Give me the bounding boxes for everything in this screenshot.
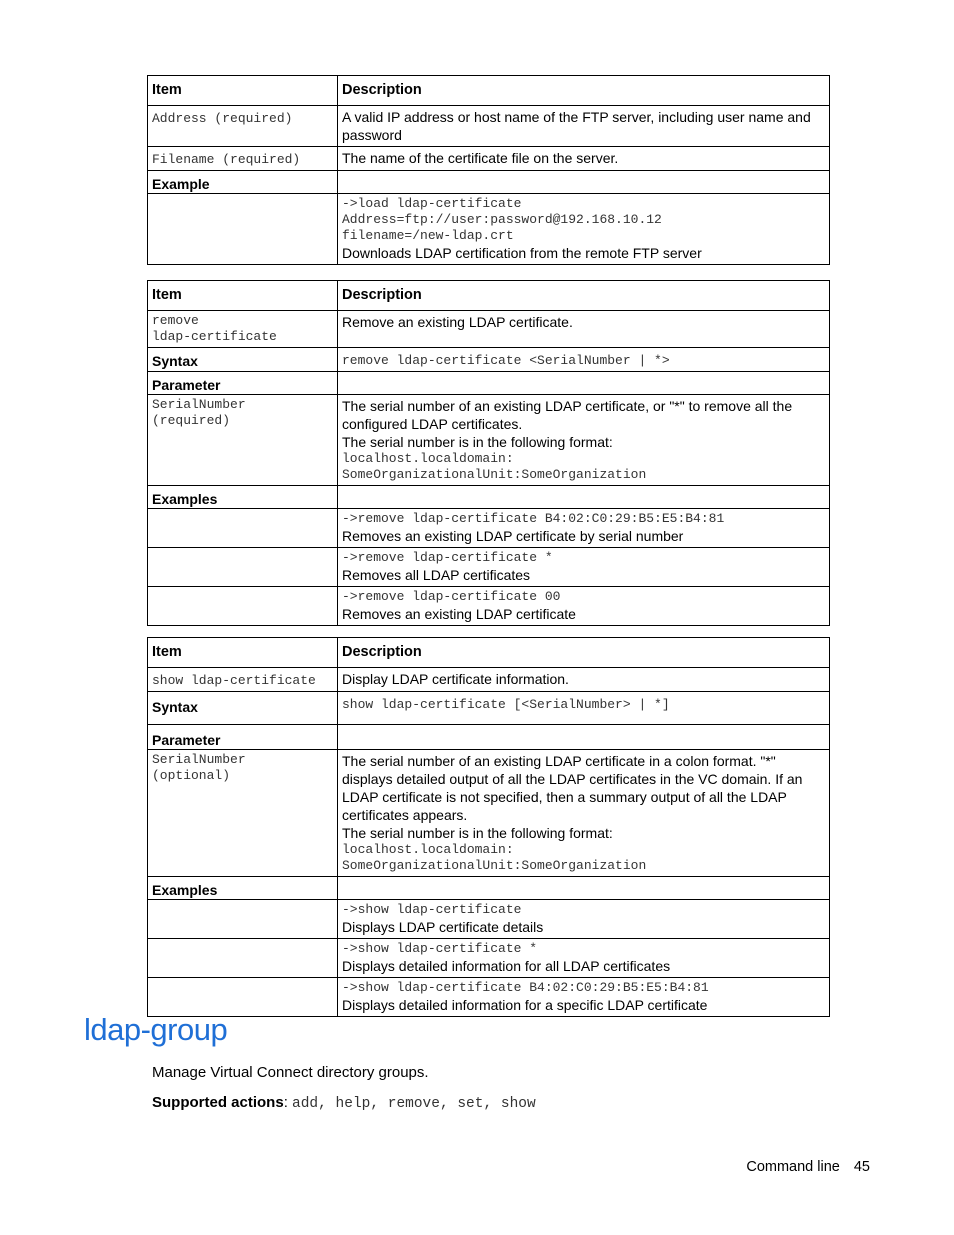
table-row (148, 877, 830, 900)
remove-certificate-table (147, 280, 830, 626)
address-item: Address (required) (152, 111, 293, 126)
example-code: ->show ldap-certificate (342, 902, 522, 917)
table-row (148, 978, 830, 1017)
header-description: Description (338, 281, 830, 311)
command-item: remove (152, 313, 199, 328)
table-row (148, 311, 830, 348)
parameter-label: Parameter (148, 372, 338, 395)
examples-label: Examples (148, 877, 338, 900)
table-row (148, 372, 830, 395)
example-description: Removes all LDAP certificates (342, 567, 531, 583)
example-code-line: Address=ftp://user:password@192.168.10.12 (342, 212, 662, 227)
example-description: Downloads LDAP certification from the remote FTP server (342, 245, 702, 261)
table-row (148, 194, 830, 265)
example-description: Displays LDAP certificate details (342, 919, 544, 935)
command-item: show ldap-certificate (152, 673, 316, 688)
command-item: ldap-certificate (152, 329, 277, 344)
parameter-qualifier: (required) (152, 413, 231, 428)
parameter-description: The serial number of an existing LDAP certificate in a colon format. "*" displays detailed output of all the LDAP certificates in the VC domain. If an LDAP certificate is not specified, then a summary output of all the LDAP certificates appears. (342, 753, 803, 823)
section-title: ldap-group (84, 1012, 228, 1047)
table-header-row (148, 281, 830, 311)
parameter-format-line: SomeOrganizationalUnit:SomeOrganization (342, 467, 647, 482)
table-header-row (148, 638, 830, 668)
supported-actions-list: add, help, remove, set, show (292, 1096, 536, 1112)
table-row (148, 548, 830, 587)
table-header-row (148, 76, 830, 106)
filename-item: Filename (required) (152, 152, 301, 167)
supported-actions-separator: : (283, 1094, 293, 1111)
filename-description: The name of the certificate file on the server. (338, 147, 830, 171)
command-description: Display LDAP certificate information. (338, 668, 830, 692)
parameter-description: The serial number of an existing LDAP certificate, or "*" to remove all the configured LDAP certificates. (342, 398, 793, 432)
header-item: Item (148, 281, 338, 311)
table-row (148, 486, 830, 509)
example-description: Removes an existing LDAP certificate (342, 606, 576, 622)
table-row (148, 750, 830, 877)
parameter-format-line: localhost.localdomain: (342, 842, 514, 857)
parameter-format-line: SomeOrganizationalUnit:SomeOrganization (342, 858, 647, 873)
table-row (148, 348, 830, 372)
load-certificate-table (147, 75, 830, 265)
table-row (148, 587, 830, 626)
syntax-code: show ldap-certificate [<SerialNumber> | *] (342, 697, 670, 712)
example-code-line: ->load ldap-certificate (342, 196, 522, 211)
table-row (148, 106, 830, 147)
parameter-name: SerialNumber (152, 752, 246, 767)
example-code: ->show ldap-certificate B4:02:C0:29:B5:E5:B4:81 (342, 980, 709, 995)
command-description: Remove an existing LDAP certificate. (338, 311, 830, 348)
header-description: Description (338, 638, 830, 668)
table-row (148, 509, 830, 548)
parameter-label: Parameter (148, 725, 338, 750)
example-label: Example (148, 171, 338, 194)
table-row (148, 939, 830, 978)
table-row (148, 900, 830, 939)
section-intro: Manage Virtual Connect directory groups. (152, 1064, 429, 1081)
supported-actions (152, 1094, 536, 1112)
show-certificate-table (147, 637, 830, 1017)
parameter-format-intro: The serial number is in the following format: (342, 434, 613, 450)
example-code: ->show ldap-certificate * (342, 941, 538, 956)
parameter-format-line: localhost.localdomain: (342, 451, 514, 466)
table-row (148, 395, 830, 486)
table-row (148, 171, 830, 194)
header-description: Description (338, 76, 830, 106)
parameter-format-intro: The serial number is in the following format: (342, 825, 613, 841)
table-row (148, 692, 830, 725)
syntax-code: remove ldap-certificate <SerialNumber | *> (342, 353, 670, 368)
example-code: ->remove ldap-certificate * (342, 550, 553, 565)
example-description: Displays detailed information for a specific LDAP certificate (342, 997, 708, 1013)
supported-actions-label: Supported actions (152, 1094, 284, 1111)
header-item: Item (148, 76, 338, 106)
header-item: Item (148, 638, 338, 668)
example-code: ->remove ldap-certificate B4:02:C0:29:B5:E5:B4:81 (342, 511, 725, 526)
example-description: Removes an existing LDAP certificate by serial number (342, 528, 684, 544)
parameter-name: SerialNumber (152, 397, 246, 412)
page-footer (746, 1159, 870, 1175)
example-code-line: filename=/new-ldap.crt (342, 228, 514, 243)
page-number: 45 (853, 1159, 870, 1175)
example-code: ->remove ldap-certificate 00 (342, 589, 561, 604)
table-row (148, 668, 830, 692)
table-row (148, 725, 830, 750)
example-description: Displays detailed information for all LDAP certificates (342, 958, 671, 974)
syntax-label: Syntax (148, 348, 338, 372)
address-description: A valid IP address or host name of the FTP server, including user name and password (338, 106, 830, 147)
examples-label: Examples (148, 486, 338, 509)
parameter-qualifier: (optional) (152, 768, 231, 783)
syntax-label: Syntax (148, 692, 338, 725)
table-row (148, 147, 830, 171)
footer-section: Command line (746, 1159, 840, 1175)
